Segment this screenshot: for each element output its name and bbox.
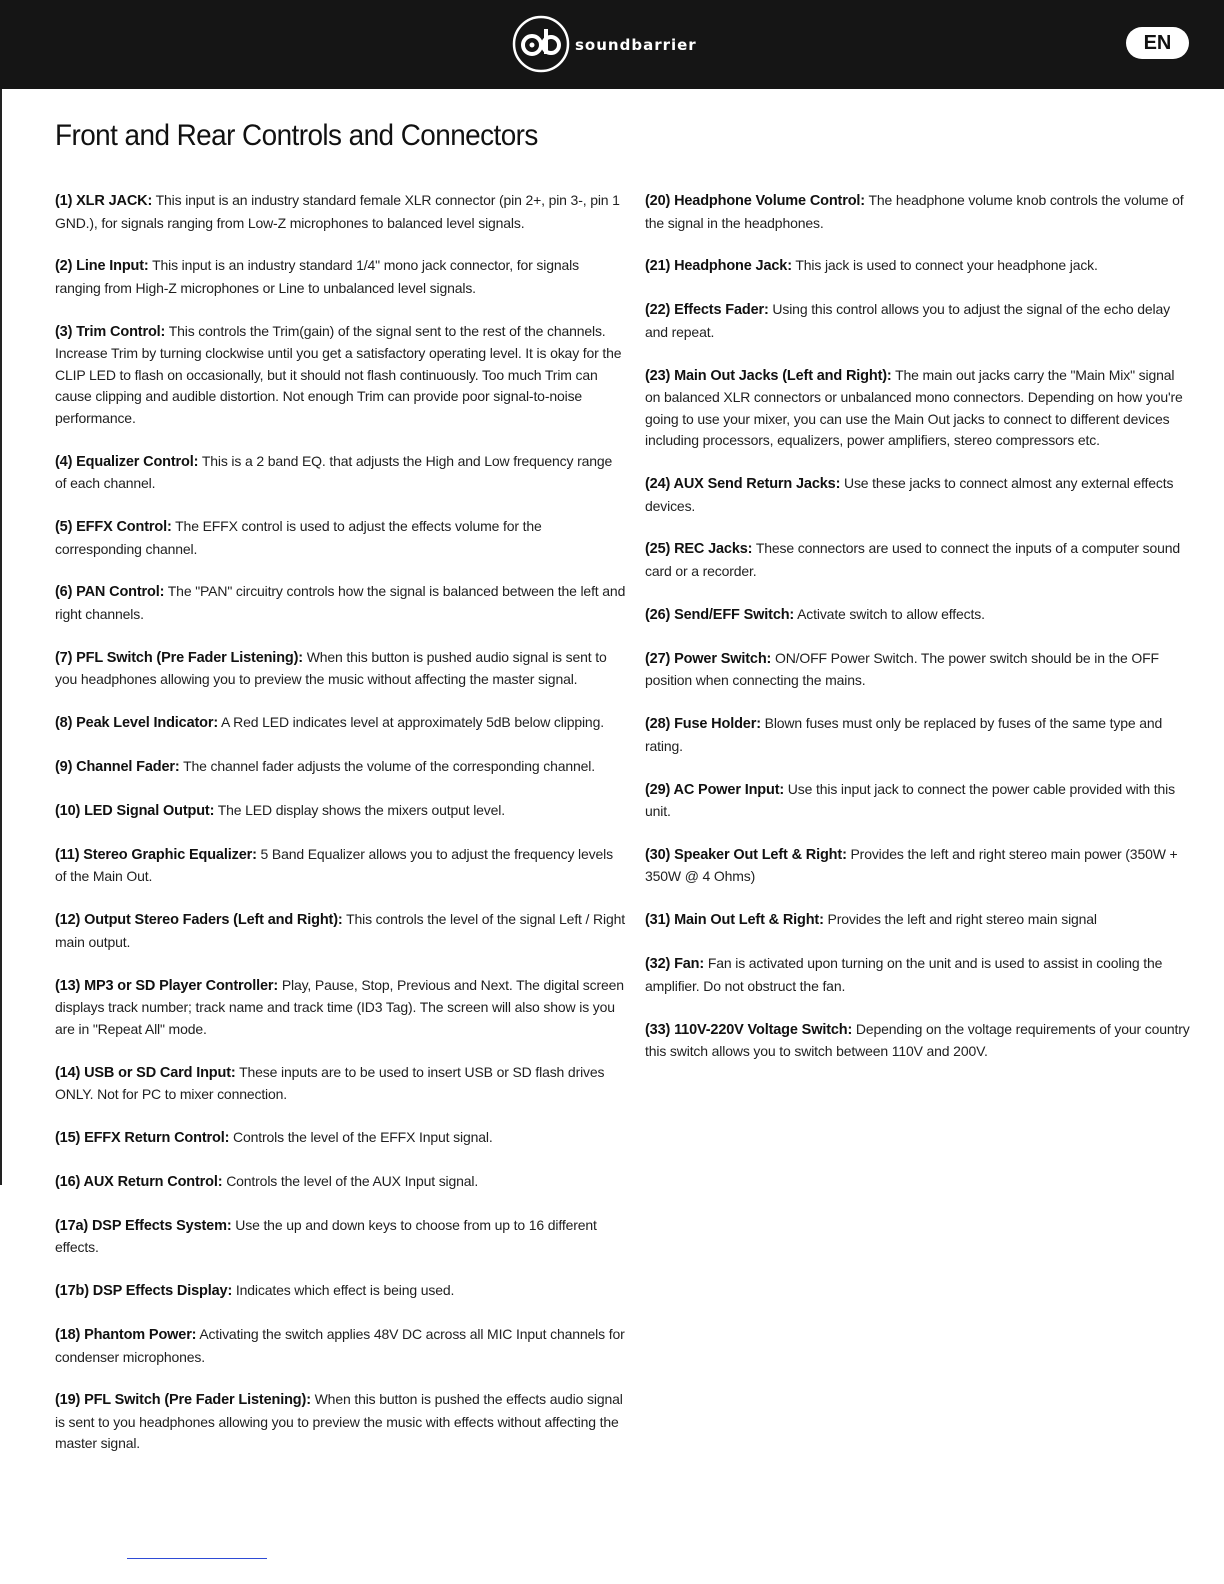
control-description-item	[645, 844, 1193, 888]
control-description-item	[55, 581, 627, 625]
control-label: (7) PFL Switch (Pre Fader Listening):	[55, 649, 303, 666]
control-description-item	[55, 1389, 627, 1455]
page-header	[0, 0, 1224, 89]
language-badge[interactable]: EN	[1126, 27, 1189, 59]
control-label: (16) AUX Return Control:	[55, 1173, 223, 1190]
footer-link-underline[interactable]	[127, 1558, 267, 1559]
control-description: Provides the left and right stereo main power (350W + 350W @ 4 Ohms)	[645, 845, 1178, 885]
control-description-item	[645, 190, 1193, 234]
soundbarrier-logo-icon	[511, 14, 571, 74]
control-description-item	[645, 299, 1193, 343]
control-label: (20) Headphone Volume Control:	[645, 193, 865, 209]
control-description-item	[55, 1062, 627, 1106]
control-description: Use this input jack to connect the power cable provided with this unit.	[645, 780, 1175, 820]
control-label: (12) Output Stereo Faders (Left and Right):	[55, 912, 343, 929]
control-label: (9) Channel Fader:	[55, 759, 180, 776]
control-label: (19) PFL Switch (Pre Fader Listening):	[55, 1392, 311, 1409]
control-description: Play, Pause, Stop, Previous and Next. The digital screen displays track number; track name and track time (ID3 Tag). The screen will also show is you are in "Repeat All" mode.	[55, 976, 624, 1037]
control-description: Controls the level of the AUX Input signal.	[222, 1172, 479, 1189]
control-description-item	[645, 779, 1193, 823]
control-description: Depending on the voltage requirements of your country this switch allows you to switch between 110V and 200V.	[645, 1020, 1190, 1060]
brand-logo	[511, 14, 697, 74]
control-description: Activating the switch applies 48V DC across all MIC Input channels for condenser microphones.	[55, 1326, 625, 1365]
control-label: (4) Equalizer Control:	[55, 453, 199, 470]
control-description: These connectors are used to connect the inputs of a computer sound card or a recorder.	[645, 540, 1181, 579]
control-description-item	[645, 473, 1193, 517]
control-description: When this button is pushed the effects audio signal is sent to you headphones allowing you to preview the music with effects without affecting the master signal.	[55, 1391, 623, 1452]
control-description: Fan is activated upon turning on the unit and is used to assist in cooling the amplifier. Do not obstruct the fan.	[645, 955, 1163, 994]
control-description: ON/OFF Power Switch. The power switch should be in the OFF position when connecting the mains.	[645, 649, 1159, 689]
control-description-item	[55, 255, 627, 299]
control-label: (10) LED Signal Output:	[55, 803, 215, 820]
control-label: (11) Stereo Graphic Equalizer:	[55, 846, 257, 863]
control-description-item	[55, 647, 627, 691]
control-label: (24) AUX Send Return Jacks:	[645, 476, 841, 493]
control-description: This is a 2 band EQ. that adjusts the High and Low frequency range of each channel.	[55, 452, 613, 492]
control-label: (29) AC Power Input:	[645, 781, 785, 798]
control-label: (15) EFFX Return Control:	[55, 1129, 230, 1146]
control-label: (13) MP3 or SD Player Controller:	[55, 977, 279, 994]
control-description: When this button is pushed audio signal is sent to you headphones allowing you to preview the music without affecting the master signal.	[55, 648, 607, 688]
right-column	[645, 190, 1193, 1084]
control-description: A Red LED indicates level at approximately 5dB below clipping.	[218, 714, 604, 731]
control-label: (27) Power Switch:	[645, 650, 772, 667]
control-description-item	[55, 1280, 627, 1303]
control-label: (31) Main Out Left & Right:	[645, 912, 824, 929]
control-description: The main out jacks carry the "Main Mix" signal on balanced XLR connectors or unbalanced mono connectors. Depending on how you're going to use your mixer, you can use the Main Out jacks to connect to different devices including processors, equalizers, power amplifiers, stereo compressors etc.	[645, 366, 1183, 449]
control-description: The "PAN" circuitry controls how the signal is balanced between the left and right channels.	[55, 583, 626, 622]
control-description: Provides the left and right stereo main signal	[823, 911, 1097, 928]
page-title: Front and Rear Controls and Connectors	[55, 119, 538, 152]
control-label: (30) Speaker Out Left & Right:	[645, 846, 847, 863]
control-description: The LED display shows the mixers output level.	[214, 802, 505, 819]
control-description-item	[55, 712, 627, 735]
brand-name: soundbarrier	[575, 36, 697, 54]
control-label: (33) 110V-220V Voltage Switch:	[645, 1021, 853, 1038]
control-description: Controls the level of the EFFX Input signal.	[229, 1128, 493, 1145]
left-border-rule	[0, 89, 2, 1185]
control-description-item	[55, 844, 627, 888]
control-label: (22) Effects Fader:	[645, 302, 769, 319]
control-description-item	[55, 756, 627, 779]
control-description: This input is an industry standard female XLR connector (pin 2+, pin 3-, pin 1 GND.), for signals ranging from Low-Z microphones to balanced level signals.	[55, 192, 620, 231]
control-description-item	[645, 538, 1193, 582]
control-description: The headphone volume knob controls the volume of the signal in the headphones.	[645, 192, 1184, 231]
control-description-item	[55, 190, 627, 234]
control-label: (17a) DSP Effects System:	[55, 1217, 232, 1234]
left-column	[55, 190, 627, 1476]
control-description-item	[645, 713, 1193, 757]
control-description-item	[55, 451, 627, 495]
control-description-item	[55, 975, 627, 1041]
control-description: Using this control allows you to adjust the signal of the echo delay and repeat.	[645, 301, 1171, 340]
control-label: (23) Main Out Jacks (Left and Right):	[645, 367, 892, 384]
control-description-item	[645, 1019, 1193, 1063]
control-label: (5) EFFX Control:	[55, 519, 172, 536]
control-description: This controls the Trim(gain) of the signal sent to the rest of the channels. Increase Trim by turning clockwise until you get a satisfactory operating level. It is okay for the CLIP LED to flash on occasionally, but it should not flash continuously. Too much Trim can cause clipping and audible distortion. Not enough Trim can provide poor signal-to-noise performance.	[55, 322, 622, 426]
control-description: This controls the level of the signal Left / Right main output.	[55, 911, 625, 950]
control-description-item	[645, 648, 1193, 692]
control-description: The EFFX control is used to adjust the effects volume for the corresponding channel.	[55, 518, 542, 557]
control-description: 5 Band Equalizer allows you to adjust the frequency levels of the Main Out.	[55, 845, 613, 885]
control-description-item	[55, 1171, 627, 1194]
control-description-item	[645, 255, 1193, 278]
control-description-item	[645, 604, 1193, 627]
control-label: (32) Fan:	[645, 956, 705, 973]
control-label: (6) PAN Control:	[55, 584, 165, 601]
control-description-item	[55, 1324, 627, 1368]
control-description: Use these jacks to connect almost any external effects devices.	[645, 475, 1174, 514]
control-label: (25) REC Jacks:	[645, 541, 753, 558]
control-label: (21) Headphone Jack:	[645, 258, 792, 275]
control-label: (8) Peak Level Indicator:	[55, 715, 219, 732]
control-label: (28) Fuse Holder:	[645, 716, 761, 733]
control-description: Blown fuses must only be replaced by fuses of the same type and rating.	[645, 715, 1163, 754]
control-description: The channel fader adjusts the volume of the corresponding channel.	[179, 758, 596, 775]
control-label: (3) Trim Control:	[55, 323, 166, 340]
control-description-item	[55, 516, 627, 560]
control-label: (2) Line Input:	[55, 258, 149, 275]
control-label: (14) USB or SD Card Input:	[55, 1064, 236, 1081]
control-description-item	[55, 1215, 627, 1259]
control-label: (26) Send/EFF Switch:	[645, 606, 795, 623]
control-label: (18) Phantom Power:	[55, 1327, 197, 1344]
control-description: Activate switch to allow effects.	[794, 605, 985, 622]
control-description-item	[55, 909, 627, 953]
control-description-item	[645, 953, 1193, 997]
control-description-item	[55, 1127, 627, 1150]
control-description-item	[55, 800, 627, 823]
control-description-item	[645, 365, 1193, 452]
control-description-item	[55, 321, 627, 430]
control-description: This input is an industry standard 1/4" mono jack connector, for signals ranging from High-Z microphones or Line to unbalanced level signals.	[55, 257, 579, 296]
control-description: Use the up and down keys to choose from up to 16 different effects.	[55, 1216, 597, 1256]
control-description: This jack is used to connect your headphone jack.	[791, 257, 1098, 274]
control-description-item	[645, 909, 1193, 932]
control-label: (1) XLR JACK:	[55, 193, 153, 209]
control-label: (17b) DSP Effects Display:	[55, 1283, 233, 1300]
control-description: These inputs are to be used to insert USB or SD flash drives ONLY. Not for PC to mixer connection.	[55, 1063, 605, 1103]
control-description: Indicates which effect is being used.	[232, 1282, 455, 1299]
